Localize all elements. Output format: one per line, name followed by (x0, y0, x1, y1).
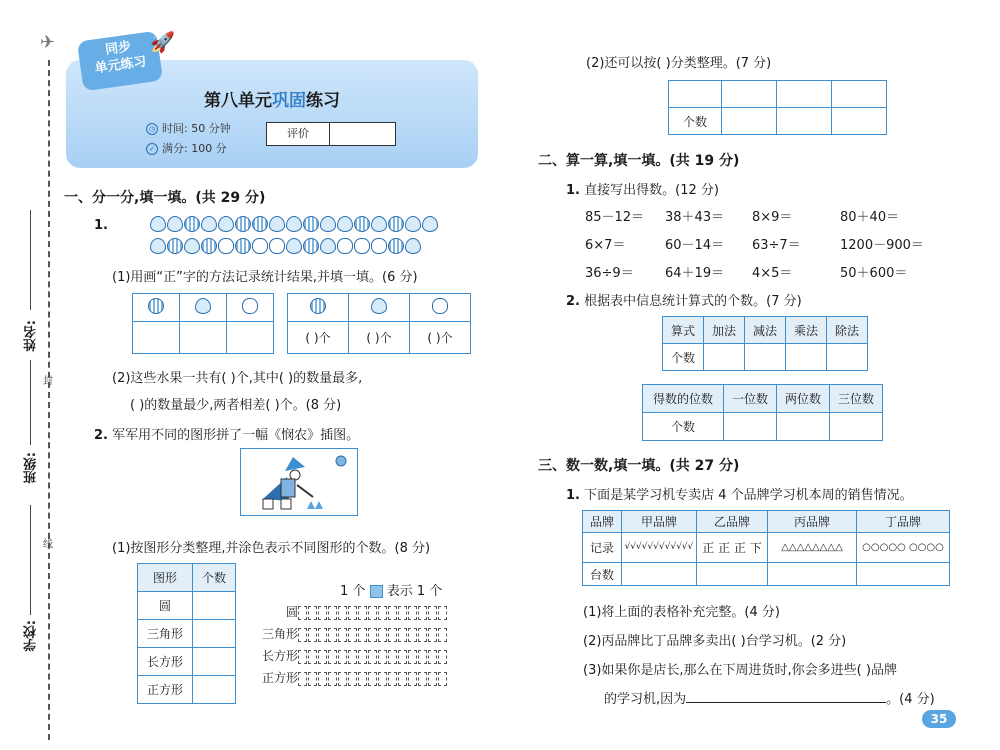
brand-b-record: 正 正 正 下 (697, 533, 768, 563)
color-square[interactable] (298, 606, 307, 620)
color-square[interactable] (308, 628, 317, 642)
color-square[interactable] (398, 650, 407, 664)
blank-cell[interactable] (722, 81, 777, 108)
calc-expression: 8×9＝ (752, 210, 793, 225)
digits-header: 两位数 (777, 385, 830, 413)
peach-icon (167, 216, 183, 232)
section3-title: 三、数一数,填一填。(共 27 分) (538, 458, 740, 474)
peach-icon (286, 216, 302, 232)
calc-expression: 63÷7＝ (752, 238, 801, 253)
peach-icon (286, 238, 302, 254)
rating-label: 评价 (267, 123, 330, 145)
watermelon-icon (201, 238, 217, 254)
s3-part3a: (3)如果你是店长,那么在下周进货时,你会多进些( )品牌 (583, 663, 897, 678)
color-square[interactable] (338, 628, 347, 642)
shape-illustration (240, 448, 358, 516)
color-square[interactable] (378, 672, 387, 686)
digits-table (642, 384, 883, 441)
q1-number: 1. (94, 218, 108, 233)
op-header: 减法 (745, 317, 786, 344)
legend-text: 表示 1 个 (386, 584, 443, 599)
rating-blank[interactable] (330, 123, 394, 145)
apple-icon (354, 238, 370, 254)
s2-q2-text: 根据表中信息统计算式的个数。(7 分) (584, 294, 802, 309)
bar-row-label: 长方形 (261, 649, 298, 663)
blank-cell[interactable] (669, 81, 722, 108)
leg-square (263, 499, 273, 509)
op-count-cell[interactable] (786, 344, 827, 371)
color-square[interactable] (298, 672, 307, 686)
color-square[interactable] (438, 672, 447, 686)
s3-part2: (2)丙品牌比丁品牌多卖出( )台学习机。(2 分) (583, 634, 847, 649)
apple-icon (242, 298, 258, 314)
calc-expression: 4×5＝ (752, 266, 793, 281)
shape-row-label: 三角形 (138, 620, 193, 648)
color-square[interactable] (438, 628, 447, 642)
color-square[interactable] (428, 672, 437, 686)
peach-icon (371, 298, 387, 314)
color-square[interactable] (318, 628, 327, 642)
blank-cell[interactable] (777, 108, 832, 135)
color-square[interactable] (358, 650, 367, 664)
blank-cell[interactable] (832, 81, 887, 108)
color-square[interactable] (418, 672, 427, 686)
count-label: 个数 (669, 108, 722, 135)
sales-header: 丁品牌 (857, 511, 950, 533)
shape-count-cell[interactable] (193, 620, 236, 648)
tally-cell[interactable] (180, 322, 227, 354)
peach-icon (422, 216, 438, 232)
badge-line1: 同步 (104, 39, 133, 58)
color-square[interactable] (328, 650, 337, 664)
count-header: 个数 (193, 564, 236, 592)
watermelon-icon (388, 216, 404, 232)
q1-part2a: (2)这些水果一共有( )个,其中( )的数量最多, (112, 371, 363, 386)
bar-row (240, 625, 448, 642)
peach-icon (201, 216, 217, 232)
time-text: 时间: 50 分钟 (162, 122, 231, 135)
color-square[interactable] (368, 606, 377, 620)
color-square[interactable] (418, 606, 427, 620)
color-square[interactable] (408, 606, 417, 620)
peach-icon (195, 298, 211, 314)
peach-icon (405, 238, 421, 254)
seal-mark: 封 (43, 376, 53, 387)
bar-row (240, 669, 448, 686)
op-count-cell[interactable] (745, 344, 786, 371)
op-row-label: 个数 (663, 344, 704, 371)
s2-q1 (566, 179, 719, 198)
shape-count-cell[interactable] (193, 592, 236, 620)
calc-expression: 6×7＝ (585, 238, 626, 253)
blank-cell[interactable] (777, 81, 832, 108)
title-part-b: 巩固 (272, 91, 306, 111)
color-square[interactable] (348, 672, 357, 686)
watermelon-icon (148, 298, 164, 314)
color-square[interactable] (408, 650, 417, 664)
sales-header: 丙品牌 (768, 511, 857, 533)
tally-cell[interactable] (133, 322, 180, 354)
color-square[interactable] (318, 650, 327, 664)
watermelon-icon (167, 238, 183, 254)
reason-suffix: 。(4 分) (886, 692, 935, 707)
bar-row (240, 647, 448, 664)
name-line (30, 210, 31, 310)
shape-row-label: 正方形 (138, 676, 193, 704)
color-square[interactable] (438, 606, 447, 620)
binding-dashed-line (48, 60, 50, 740)
color-square[interactable] (358, 672, 367, 686)
calc-expression: 85－12＝ (585, 210, 645, 225)
name-label: 姓名: (24, 320, 39, 352)
color-square[interactable] (318, 672, 327, 686)
title-part-a: 第八单元 (204, 91, 272, 111)
hat-triangle (285, 457, 305, 471)
page-number: 35 (922, 710, 956, 728)
section2-title: 二、算一算,填一填。(共 19 分) (538, 153, 740, 169)
color-square[interactable] (378, 606, 387, 620)
q1-part1: (1)用画“正”字的方法记录统计结果,并填一填。(6 分) (112, 270, 418, 285)
grass-shape (307, 501, 323, 509)
s3-q1 (566, 484, 913, 503)
watermelon-icon (252, 216, 268, 232)
leg-square (281, 499, 291, 509)
color-square[interactable] (428, 606, 437, 620)
brand-a-record: √√√√√√√√√√√√ (622, 533, 697, 563)
bar-row-label: 圆 (285, 605, 298, 619)
calc-expression: 38＋43＝ (665, 210, 725, 225)
shape-count-cell[interactable] (193, 676, 236, 704)
apple-icon (269, 238, 285, 254)
bar-row (240, 603, 448, 620)
color-square[interactable] (308, 672, 317, 686)
legend-square (370, 585, 383, 598)
watermelon-icon (310, 298, 326, 314)
q2-part1: (1)按图形分类整理,并涂色表示不同图形的个数。(8 分) (112, 541, 431, 556)
tally-table-left (132, 293, 274, 354)
q2-number: 2. (94, 428, 108, 443)
sales-table (582, 510, 950, 586)
watermelon-icon-cell (133, 294, 180, 322)
color-square[interactable] (388, 606, 397, 620)
watermelon-icon-cell (288, 294, 349, 322)
operation-table (662, 316, 868, 371)
shape-row-label: 长方形 (138, 648, 193, 676)
op-count-cell[interactable] (704, 344, 745, 371)
custom-class-table (668, 80, 887, 135)
op-header: 算式 (663, 317, 704, 344)
color-square[interactable] (368, 628, 377, 642)
rating-box (266, 122, 396, 146)
color-square[interactable] (408, 628, 417, 642)
digits-row-label: 个数 (643, 413, 724, 441)
peach-icon (150, 238, 166, 254)
color-square[interactable] (348, 650, 357, 664)
color-square[interactable] (398, 672, 407, 686)
color-square[interactable] (338, 650, 347, 664)
color-square[interactable] (388, 628, 397, 642)
apple-icon (252, 238, 268, 254)
count-cell[interactable]: ( )个 (410, 322, 471, 354)
color-square[interactable] (428, 628, 437, 642)
q2-part2: (2)还可以按( )分类整理。(7 分) (586, 56, 772, 71)
count-cell[interactable]: ( )个 (349, 322, 410, 354)
s2-q1-number: 1. (566, 183, 580, 198)
color-square[interactable] (348, 628, 357, 642)
bar-row-label: 正方形 (261, 671, 298, 685)
peach-icon (337, 216, 353, 232)
class-line (30, 360, 31, 445)
peach-icon (320, 216, 336, 232)
color-square[interactable] (308, 606, 317, 620)
color-square[interactable] (328, 628, 337, 642)
q1-part2b: ( )的数量最少,两者相差( )个。(8 分) (130, 398, 342, 413)
op-count-cell[interactable] (827, 344, 868, 371)
hoe-line (297, 485, 313, 497)
color-square[interactable] (338, 672, 347, 686)
color-square[interactable] (338, 606, 347, 620)
apple-icon-cell (410, 294, 471, 322)
section1-title: 一、分一分,填一填。(共 29 分) (64, 190, 266, 206)
watermelon-icon (388, 238, 404, 254)
badge-line2: 单元练习 (93, 54, 148, 77)
farmer-shapes-svg (241, 449, 357, 515)
color-square[interactable] (318, 606, 327, 620)
digits-header: 得数的位数 (643, 385, 724, 413)
watermelon-icon (354, 216, 370, 232)
page-title (66, 86, 478, 111)
s3-part1: (1)将上面的表格补充完整。(4 分) (583, 605, 780, 620)
sales-header: 品牌 (583, 511, 622, 533)
s3-part3b (604, 688, 935, 707)
units-label: 台数 (583, 563, 622, 586)
color-square[interactable] (368, 672, 377, 686)
score-text: 满分: 100 分 (162, 142, 227, 155)
school-label: 学校: (24, 620, 39, 652)
digits-count-cell[interactable] (830, 413, 883, 441)
units-cell[interactable] (768, 563, 857, 586)
digits-header: 三位数 (830, 385, 883, 413)
color-square[interactable] (428, 650, 437, 664)
calc-expression: 64＋19＝ (665, 266, 725, 281)
peach-icon (269, 216, 285, 232)
q2-line (94, 424, 359, 443)
watermelon-icon (303, 216, 319, 232)
check-icon: ✓ (146, 143, 158, 155)
score-info (146, 140, 227, 156)
s2-q2 (566, 290, 802, 309)
time-info (146, 120, 231, 136)
color-square[interactable] (358, 606, 367, 620)
watermelon-icon (184, 216, 200, 232)
shape-row-label: 圆 (138, 592, 193, 620)
bar-row-label: 三角形 (261, 627, 298, 641)
units-cell[interactable] (857, 563, 950, 586)
color-square[interactable] (418, 628, 427, 642)
color-square[interactable] (358, 628, 367, 642)
brand-d-record: ○○○○○ ○○○○ (857, 533, 950, 563)
q2-text: 军军用不同的图形拼了一幅《悯农》插图。 (112, 428, 360, 443)
calc-expression: 60－14＝ (665, 238, 725, 253)
peach-icon (320, 238, 336, 254)
peach-icon (405, 216, 421, 232)
color-square[interactable] (348, 606, 357, 620)
color-square[interactable] (398, 628, 407, 642)
color-square[interactable] (438, 650, 447, 664)
brand-c-record: △△△△△△△△ (768, 533, 857, 563)
title-part-c: 练习 (306, 91, 340, 111)
apple-icon (337, 238, 353, 254)
count-cell[interactable]: ( )个 (288, 322, 349, 354)
apple-icon (371, 238, 387, 254)
school-line (30, 505, 31, 615)
apple-icon-cell (227, 294, 274, 322)
shape-header: 图形 (138, 564, 193, 592)
units-cell[interactable] (697, 563, 768, 586)
color-square[interactable] (418, 650, 427, 664)
clock-icon: ◷ (146, 123, 158, 135)
color-square[interactable] (368, 650, 377, 664)
legend (340, 580, 442, 599)
color-square[interactable] (328, 672, 337, 686)
watermelon-icon (235, 238, 251, 254)
s3-q1-text: 下面是某学习机专卖店 4 个品牌学习机本周的销售情况。 (584, 488, 913, 503)
digits-header: 一位数 (724, 385, 777, 413)
blank-cell[interactable] (832, 108, 887, 135)
peach-icon (184, 238, 200, 254)
apple-icon (218, 238, 234, 254)
peach-icon-cell (349, 294, 410, 322)
calc-expression: 50＋600＝ (840, 266, 908, 281)
color-square[interactable] (398, 606, 407, 620)
color-square[interactable] (378, 650, 387, 664)
color-square[interactable] (298, 650, 307, 664)
rocket-badge-icon: 🚀 (150, 30, 175, 54)
shape-count-cell[interactable] (193, 648, 236, 676)
s3-q1-number: 1. (566, 488, 580, 503)
legend-count: 1 个 (340, 584, 366, 599)
apple-icon (432, 298, 448, 314)
reason-blank[interactable] (686, 702, 886, 703)
count-table-right (287, 293, 471, 354)
record-label: 记录 (583, 533, 622, 563)
watermelon-icon (235, 216, 251, 232)
op-header: 加法 (704, 317, 745, 344)
sales-header: 甲品牌 (622, 511, 697, 533)
calc-expression: 80＋40＝ (840, 210, 900, 225)
op-header: 除法 (827, 317, 868, 344)
s2-q1-text: 直接写出得数。(12 分) (584, 183, 719, 198)
shape-count-table (137, 563, 236, 704)
sun-icon (336, 456, 346, 466)
color-square[interactable] (298, 628, 307, 642)
line-mark: 线 (43, 539, 53, 550)
calc-expression: 36÷9＝ (585, 266, 634, 281)
calc-expression: 1200－900＝ (840, 238, 924, 253)
color-square[interactable] (388, 672, 397, 686)
color-square[interactable] (308, 650, 317, 664)
reason-prefix: 的学习机,因为 (604, 692, 687, 707)
op-header: 乘法 (786, 317, 827, 344)
sales-header: 乙品牌 (697, 511, 768, 533)
units-cell[interactable] (622, 563, 697, 586)
color-square[interactable] (408, 672, 417, 686)
rocket-icon: ✈ (40, 32, 56, 53)
peach-icon (218, 216, 234, 232)
s2-q2-number: 2. (566, 294, 580, 309)
class-label: 班级: (24, 452, 39, 484)
peach-icon (150, 216, 166, 232)
digits-count-cell[interactable] (777, 413, 830, 441)
torso-rect (281, 479, 295, 497)
watermelon-icon (303, 238, 319, 254)
peach-icon-cell (180, 294, 227, 322)
tally-cell[interactable] (227, 322, 274, 354)
peach-icon (371, 216, 387, 232)
color-square[interactable] (378, 628, 387, 642)
color-square[interactable] (388, 650, 397, 664)
color-square[interactable] (328, 606, 337, 620)
blank-cell[interactable] (722, 108, 777, 135)
digits-count-cell[interactable] (724, 413, 777, 441)
